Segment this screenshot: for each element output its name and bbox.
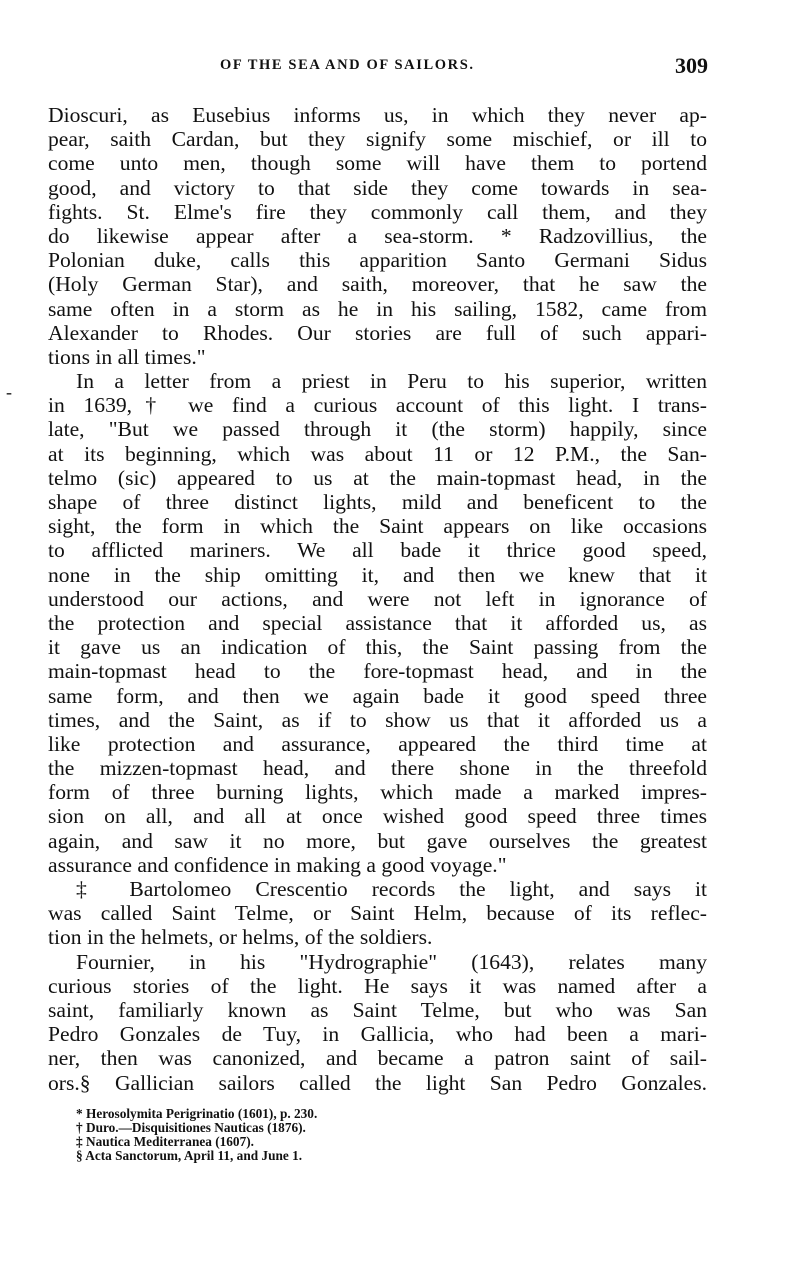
text-line: assurance and confidence in making a good voyage." bbox=[48, 852, 507, 877]
text-line: main-topmast head to the fore-topmast head, and in the bbox=[48, 659, 707, 684]
text-line: telmo (sic) appeared to us at the main-topmast head, in the bbox=[48, 465, 707, 490]
text-line: ors.§ Gallician sailors called the light San Pedro Gonzales. bbox=[48, 1070, 707, 1095]
text-line: saint, familiarly known as Saint Telme, but who was San bbox=[48, 997, 707, 1022]
text-line: good, and victory to that side they come towards in sea- bbox=[48, 175, 707, 200]
text-line: Alexander to Rhodes. Our stories are full of such appari- bbox=[48, 320, 707, 345]
text-line: like protection and assurance, appeared the third time at bbox=[48, 731, 707, 756]
footnotes bbox=[76, 1107, 576, 1163]
text-line: sion on all, and all at once wished good speed three times bbox=[48, 804, 707, 829]
text-line: fights. St. Elme's fire they commonly call them, and they bbox=[48, 199, 707, 224]
text-line: In a letter from a priest in Peru to his superior, written bbox=[76, 369, 707, 394]
footnote: * Herosolymita Perigrinatio (1601), p. 230. bbox=[76, 1106, 318, 1121]
text-line: in 1639,† we find a curious account of this light. I trans- bbox=[48, 393, 707, 418]
footnote: ‡ Nautica Mediterranea (1607). bbox=[76, 1134, 254, 1149]
footnote: † Duro.—Disquisitiones Nauticas (1876). bbox=[76, 1120, 306, 1135]
margin-mark: - bbox=[6, 382, 12, 402]
text-line: do likewise appear after a sea-storm. * Radzovillius, the bbox=[48, 223, 707, 248]
text-line: form of three burning lights, which made a marked impres- bbox=[48, 780, 707, 805]
text-line: it gave us an indication of this, the Saint passing from the bbox=[48, 635, 707, 660]
text-line: again, and saw it no more, but gave ourselves the greatest bbox=[48, 828, 707, 853]
text-line: ner, then was canonized, and became a patron saint of sail- bbox=[48, 1046, 707, 1071]
text-line: late, "But we passed through it (the storm) happily, since bbox=[48, 417, 707, 442]
text-line: Dioscuri, as Eusebius informs us, in which they never ap- bbox=[48, 103, 707, 127]
text-line: was called Saint Telme, or Saint Helm, because of its reflec- bbox=[48, 901, 707, 926]
text-line: to afflicted mariners. We all bade it thrice good speed, bbox=[48, 538, 707, 563]
text-line: ‡ Bartolomeo Crescentio records the light, and says it bbox=[76, 877, 707, 901]
text-line: Polonian duke, calls this apparition Santo Germani Sidus bbox=[48, 248, 707, 273]
text-line: tions in all times." bbox=[48, 344, 206, 369]
text-line: curious stories of the light. He says it was named after a bbox=[48, 973, 707, 998]
footnote: § Acta Sanctorum, April 11, and June 1. bbox=[76, 1148, 303, 1163]
text-line: same often in a storm as he in his sailing, 1582, came from bbox=[48, 296, 707, 321]
text-line: pear, saith Cardan, but they signify some mischief, or ill to bbox=[48, 127, 707, 152]
text-line: the mizzen-topmast head, and there shone in the threefold bbox=[48, 756, 707, 781]
page-number: 309 bbox=[675, 53, 708, 78]
text-line: Fournier, in his "Hydrographie" (1643), relates many bbox=[76, 949, 707, 974]
running-head-title: OF THE SEA AND OF SAILORS. bbox=[220, 57, 475, 73]
text-line: shape of three distinct lights, mild and beneficent to the bbox=[48, 490, 707, 514]
text-line: understood our actions, and were not left in ignorance of bbox=[48, 586, 707, 611]
text-line: (Holy German Star), and saith, moreover, that he saw the bbox=[48, 272, 707, 297]
body-text bbox=[48, 103, 707, 1095]
running-head bbox=[48, 55, 708, 81]
text-line: at its beginning, which was about 11 or 12 P.M., the San- bbox=[48, 441, 707, 466]
text-line: none in the ship omitting it, and then we knew that it bbox=[48, 562, 707, 587]
text-line: times, and the Saint, as if to show us that it afforded us a bbox=[48, 707, 707, 732]
text-line: the protection and special assistance that it afforded us, as bbox=[48, 610, 707, 635]
text-line: tion in the helmets, or helms, of the soldiers. bbox=[48, 925, 433, 950]
text-line: come unto men, though some will have them to portend bbox=[48, 151, 707, 176]
text-line: Pedro Gonzales de Tuy, in Gallicia, who had been a mari- bbox=[48, 1022, 707, 1047]
text-line: same form, and then we again bade it good speed three bbox=[48, 683, 707, 708]
text-line: sight, the form in which the Saint appears on like occasions bbox=[48, 514, 707, 539]
